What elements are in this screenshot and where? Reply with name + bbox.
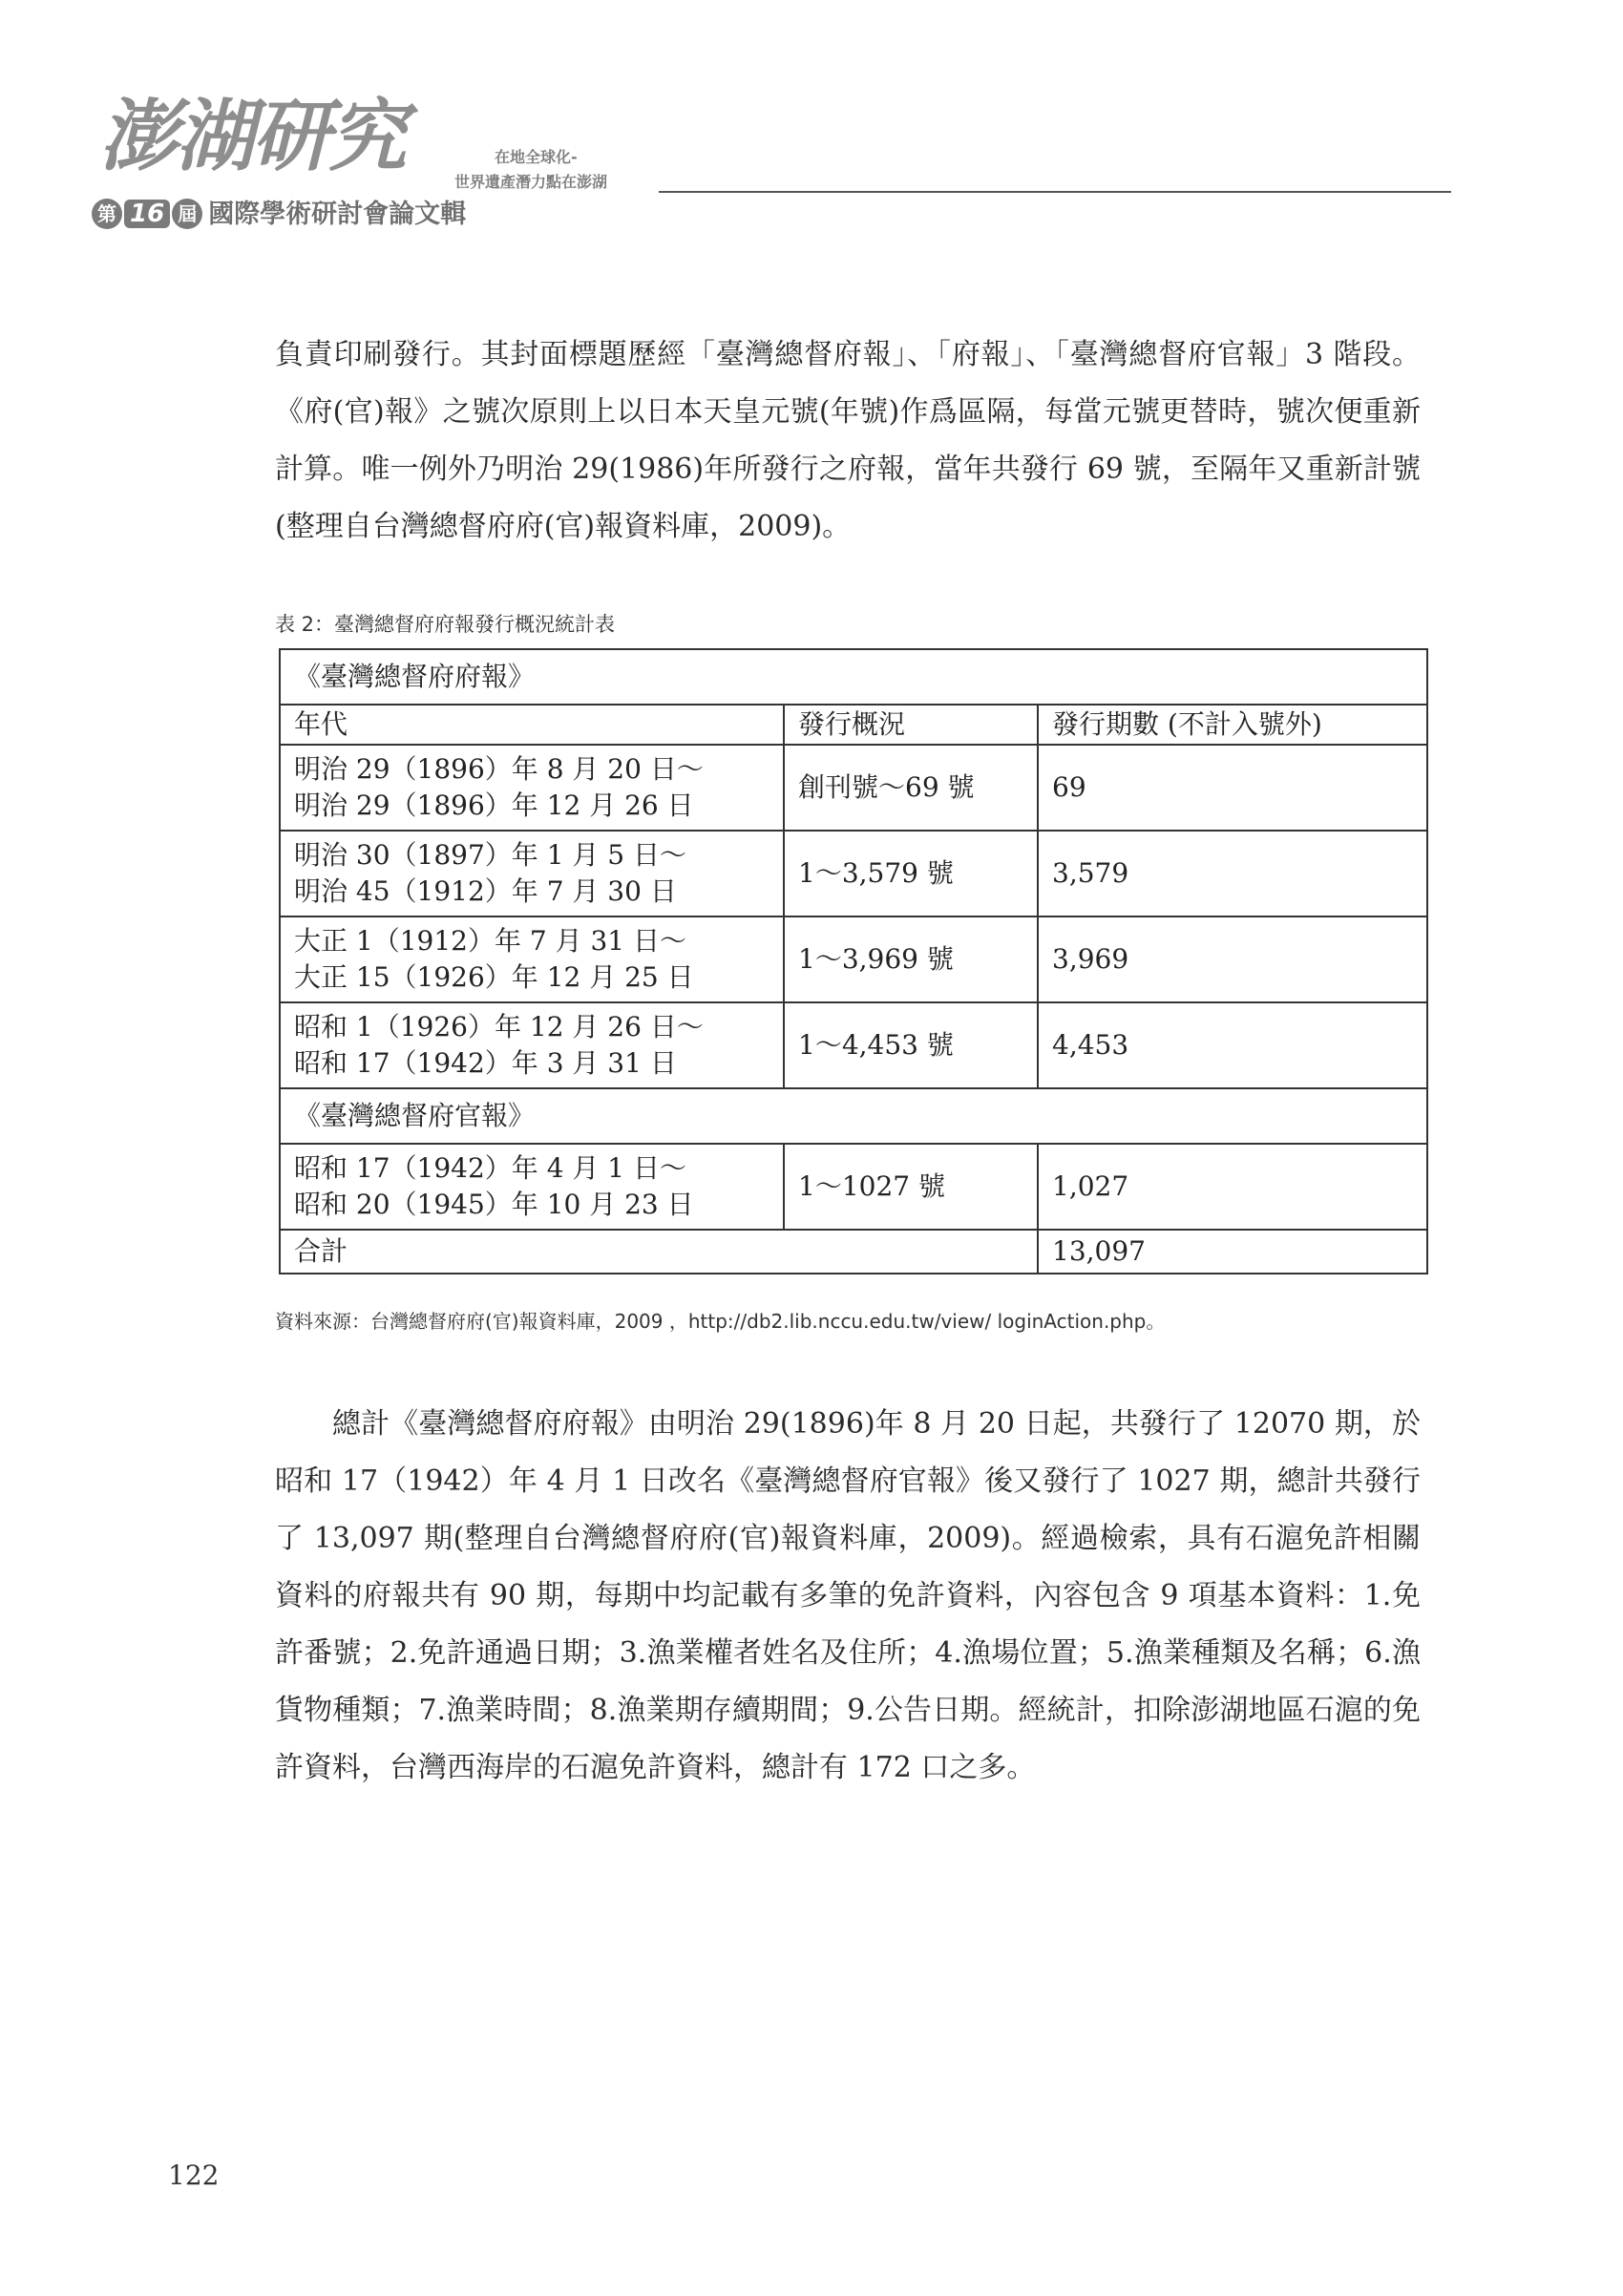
period-end: 明治 45（1912）年 7 月 30 日 xyxy=(294,875,677,907)
total-label: 合計 xyxy=(280,1230,1038,1274)
status-cell: 1～3,969 號 xyxy=(784,916,1038,1002)
body-paragraph-2: 總計《臺灣總督府府報》由明治 29(1896)年 8 月 20 日起，共發行了 12070 期，於昭和 17（1942）年 4 月 1 日改名《臺灣總督府官報》後又發行了 1027 期，總計共發行了 13,097 期(整理自台灣總督府府(官)報資料庫，2009)。經過檢索，具有石滬免許相關資料的府報共有 90 期，每期中均記載有多筆的免許資料，內容包含 9 項基本資料：1.免許番號；2.免許通過日期；3.漁業權者姓名及住所；4.漁場位置；5.漁業種類及名稱；6.漁貨物種類；7.漁業時間；8.漁業期存續期間；9.公告日期。經統計，扣除澎湖地區石滬的免許資料，台灣西海岸的石滬免許資料，總計有 172 口之多。 xyxy=(275,1407,1421,1784)
period-cell xyxy=(280,1002,784,1088)
period-end: 昭和 20（1945）年 10 月 23 日 xyxy=(294,1189,694,1220)
period-start: 昭和 17（1942）年 4 月 1 日～ xyxy=(294,1152,687,1184)
column-header: 年代 xyxy=(280,705,784,745)
table-row xyxy=(280,1002,1427,1088)
tagline-line-2: 世界遺產潛力點在澎湖 xyxy=(454,173,608,191)
status-cell: 1～4,453 號 xyxy=(784,1002,1038,1088)
period-cell xyxy=(280,1144,784,1230)
table-row xyxy=(280,745,1427,831)
section-title: 《臺灣總督府官報》 xyxy=(280,1088,1427,1144)
period-end: 大正 15（1926）年 12 月 25 日 xyxy=(294,961,694,993)
conference-tagline xyxy=(454,145,607,195)
period-start: 昭和 1（1926）年 12 月 26 日～ xyxy=(294,1011,704,1043)
count-cell: 1,027 xyxy=(1038,1144,1427,1230)
period-cell xyxy=(280,745,784,831)
body-paragraph-1: 負責印刷發行。其封面標題歷經「臺灣總督府報」、「府報」、「臺灣總督府官報」3 階段。《府(官)報》之號次原則上以日本天皇元號(年號)作爲區隔，每當元號更替時，號次便重新計算。唯一例外乃明治 29(1986)年所發行之府報，當年共發行 69 號，至隔年又重新計號(整理自台灣總督府府(官)報資料庫，2009)。 xyxy=(275,338,1421,543)
count-cell: 3,579 xyxy=(1038,831,1427,916)
period-start: 明治 29（1896）年 8 月 20 日～ xyxy=(294,753,704,785)
edition-suffix: 屆 xyxy=(172,199,202,229)
column-header: 發行概況 xyxy=(784,705,1038,745)
column-header: 發行期數 (不計入號外) xyxy=(1038,705,1427,745)
period-start: 明治 30（1897）年 1 月 5 日～ xyxy=(294,839,687,871)
table-header-row xyxy=(280,705,1427,745)
table-row xyxy=(280,916,1427,1002)
status-cell: 1～3,579 號 xyxy=(784,831,1038,916)
period-end: 昭和 17（1942）年 3 月 31 日 xyxy=(294,1047,677,1079)
journal-title-logo: 澎湖研究 xyxy=(99,91,405,182)
total-value: 13,097 xyxy=(1038,1230,1427,1274)
status-cell: 創刊號～69 號 xyxy=(784,745,1038,831)
page-number: 122 xyxy=(168,2159,220,2191)
status-cell: 1～1027 號 xyxy=(784,1144,1038,1230)
period-end: 明治 29（1896）年 12 月 26 日 xyxy=(294,790,694,821)
table-section-row xyxy=(280,1088,1427,1144)
tagline-line-1: 在地全球化- xyxy=(495,148,578,166)
header-divider xyxy=(659,191,1451,193)
edition-prefix: 第 xyxy=(92,199,122,229)
edition-subtitle xyxy=(92,199,466,229)
table-source-note: 資料來源：台灣總督府府(官)報資料庫，2009 ，http://db2.lib.nccu.edu.tw/view/ loginAction.php。 xyxy=(275,1310,1166,1333)
count-cell: 4,453 xyxy=(1038,1002,1427,1088)
table-section-row xyxy=(280,649,1427,705)
table-row xyxy=(280,1144,1427,1230)
table-caption: 表 2：臺灣總督府府報發行概況統計表 xyxy=(275,613,616,636)
table-row xyxy=(280,831,1427,916)
section-title: 《臺灣總督府府報》 xyxy=(280,649,1427,705)
count-cell: 69 xyxy=(1038,745,1427,831)
period-start: 大正 1（1912）年 7 月 31 日～ xyxy=(294,925,687,957)
period-cell xyxy=(280,831,784,916)
gazette-statistics-table xyxy=(279,648,1428,1274)
period-cell xyxy=(280,916,784,1002)
count-cell: 3,969 xyxy=(1038,916,1427,1002)
subtitle-text: 國際學術研討會論文輯 xyxy=(208,199,467,229)
table-total-row xyxy=(280,1230,1427,1274)
edition-number: 16 xyxy=(124,200,170,228)
